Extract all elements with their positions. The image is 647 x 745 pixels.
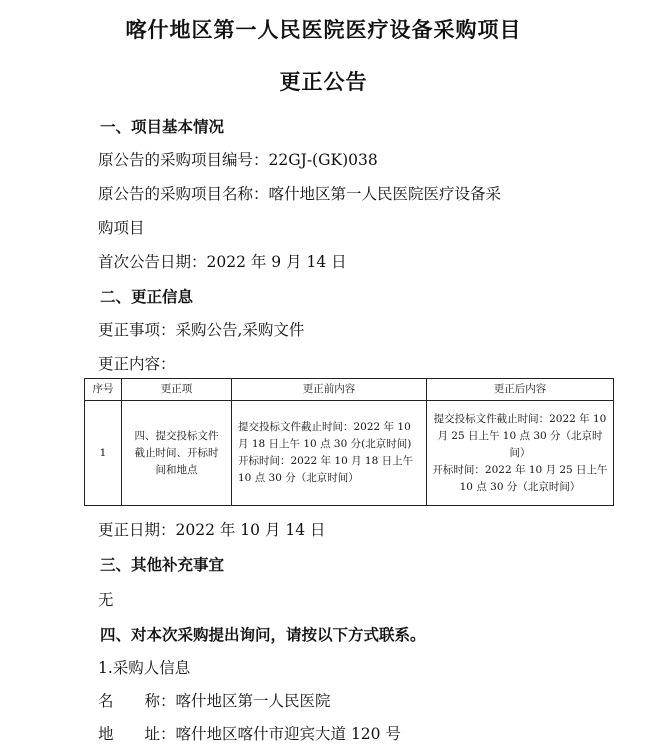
- table-cell-before: 提交投标文件截止时间：2022 年 10 月 18 日上午 10 点 30 分(北京时间) 开标时间：2022 年 10 月 18 日上午 10 点 30 分（北京时间）: [232, 401, 427, 506]
- table-header-before: 更正前内容: [232, 379, 427, 401]
- title-line-1: 喀什地区第一人民医院医疗设备采购项目: [125, 18, 522, 42]
- first-announcement-date: 首次公告日期：2022 年 9 月 14 日: [98, 253, 347, 271]
- table-header-item: 更正项: [122, 379, 232, 401]
- table-cell-after: 提交投标文件截止时间：2022 年 10 月 25 日上午 10 点 30 分（北京时间） 开标时间：2022 年 10 月 25 日上午 10 点 30 分（北京时间）: [427, 401, 614, 506]
- correction-content-label: 更正内容：: [98, 355, 176, 373]
- correction-table: [84, 378, 614, 506]
- correction-date-line: 更正日期：2022 年 10 月 14 日: [98, 521, 326, 539]
- table-row: [85, 401, 614, 506]
- project-name-line-1: 原公告的采购项目名称：喀什地区第一人民医院医疗设备采: [98, 185, 502, 203]
- table-header-after: 更正后内容: [427, 379, 614, 401]
- buyer-name-value: 喀什地区第一人民医院: [175, 692, 331, 710]
- correction-items-line: 更正事项：采购公告,采购文件: [98, 321, 305, 339]
- project-number-line: 原公告的采购项目编号：22GJ-(GK)038: [98, 151, 378, 169]
- section-heading-correction: 二、更正信息: [100, 288, 194, 306]
- buyer-info-label: 1.采购人信息: [98, 659, 191, 677]
- buyer-name-label: 名 称：: [98, 692, 176, 710]
- buyer-address-row: [98, 722, 401, 744]
- table-cell-no: 1: [85, 401, 122, 506]
- buyer-name-row: [98, 689, 331, 711]
- table-header-no: 序号: [85, 379, 122, 401]
- section-heading-basic: 一、项目基本情况: [100, 118, 225, 136]
- buyer-address-label: 地 址：: [98, 725, 176, 743]
- other-matters-value: 无: [98, 591, 114, 609]
- buyer-address-value: 喀什地区喀什市迎宾大道 120 号: [175, 725, 401, 743]
- title-line-2: 更正公告: [279, 70, 368, 94]
- project-name-line-2: 购项目: [98, 219, 145, 237]
- table-cell-item: 四、提交投标文件截止时间、开标时间和地点: [122, 401, 232, 506]
- section-heading-contact: 四、对本次采购提出询问，请按以下方式联系。: [100, 626, 426, 644]
- table-header-row: [85, 379, 614, 401]
- section-heading-other: 三、其他补充事宜: [100, 556, 225, 574]
